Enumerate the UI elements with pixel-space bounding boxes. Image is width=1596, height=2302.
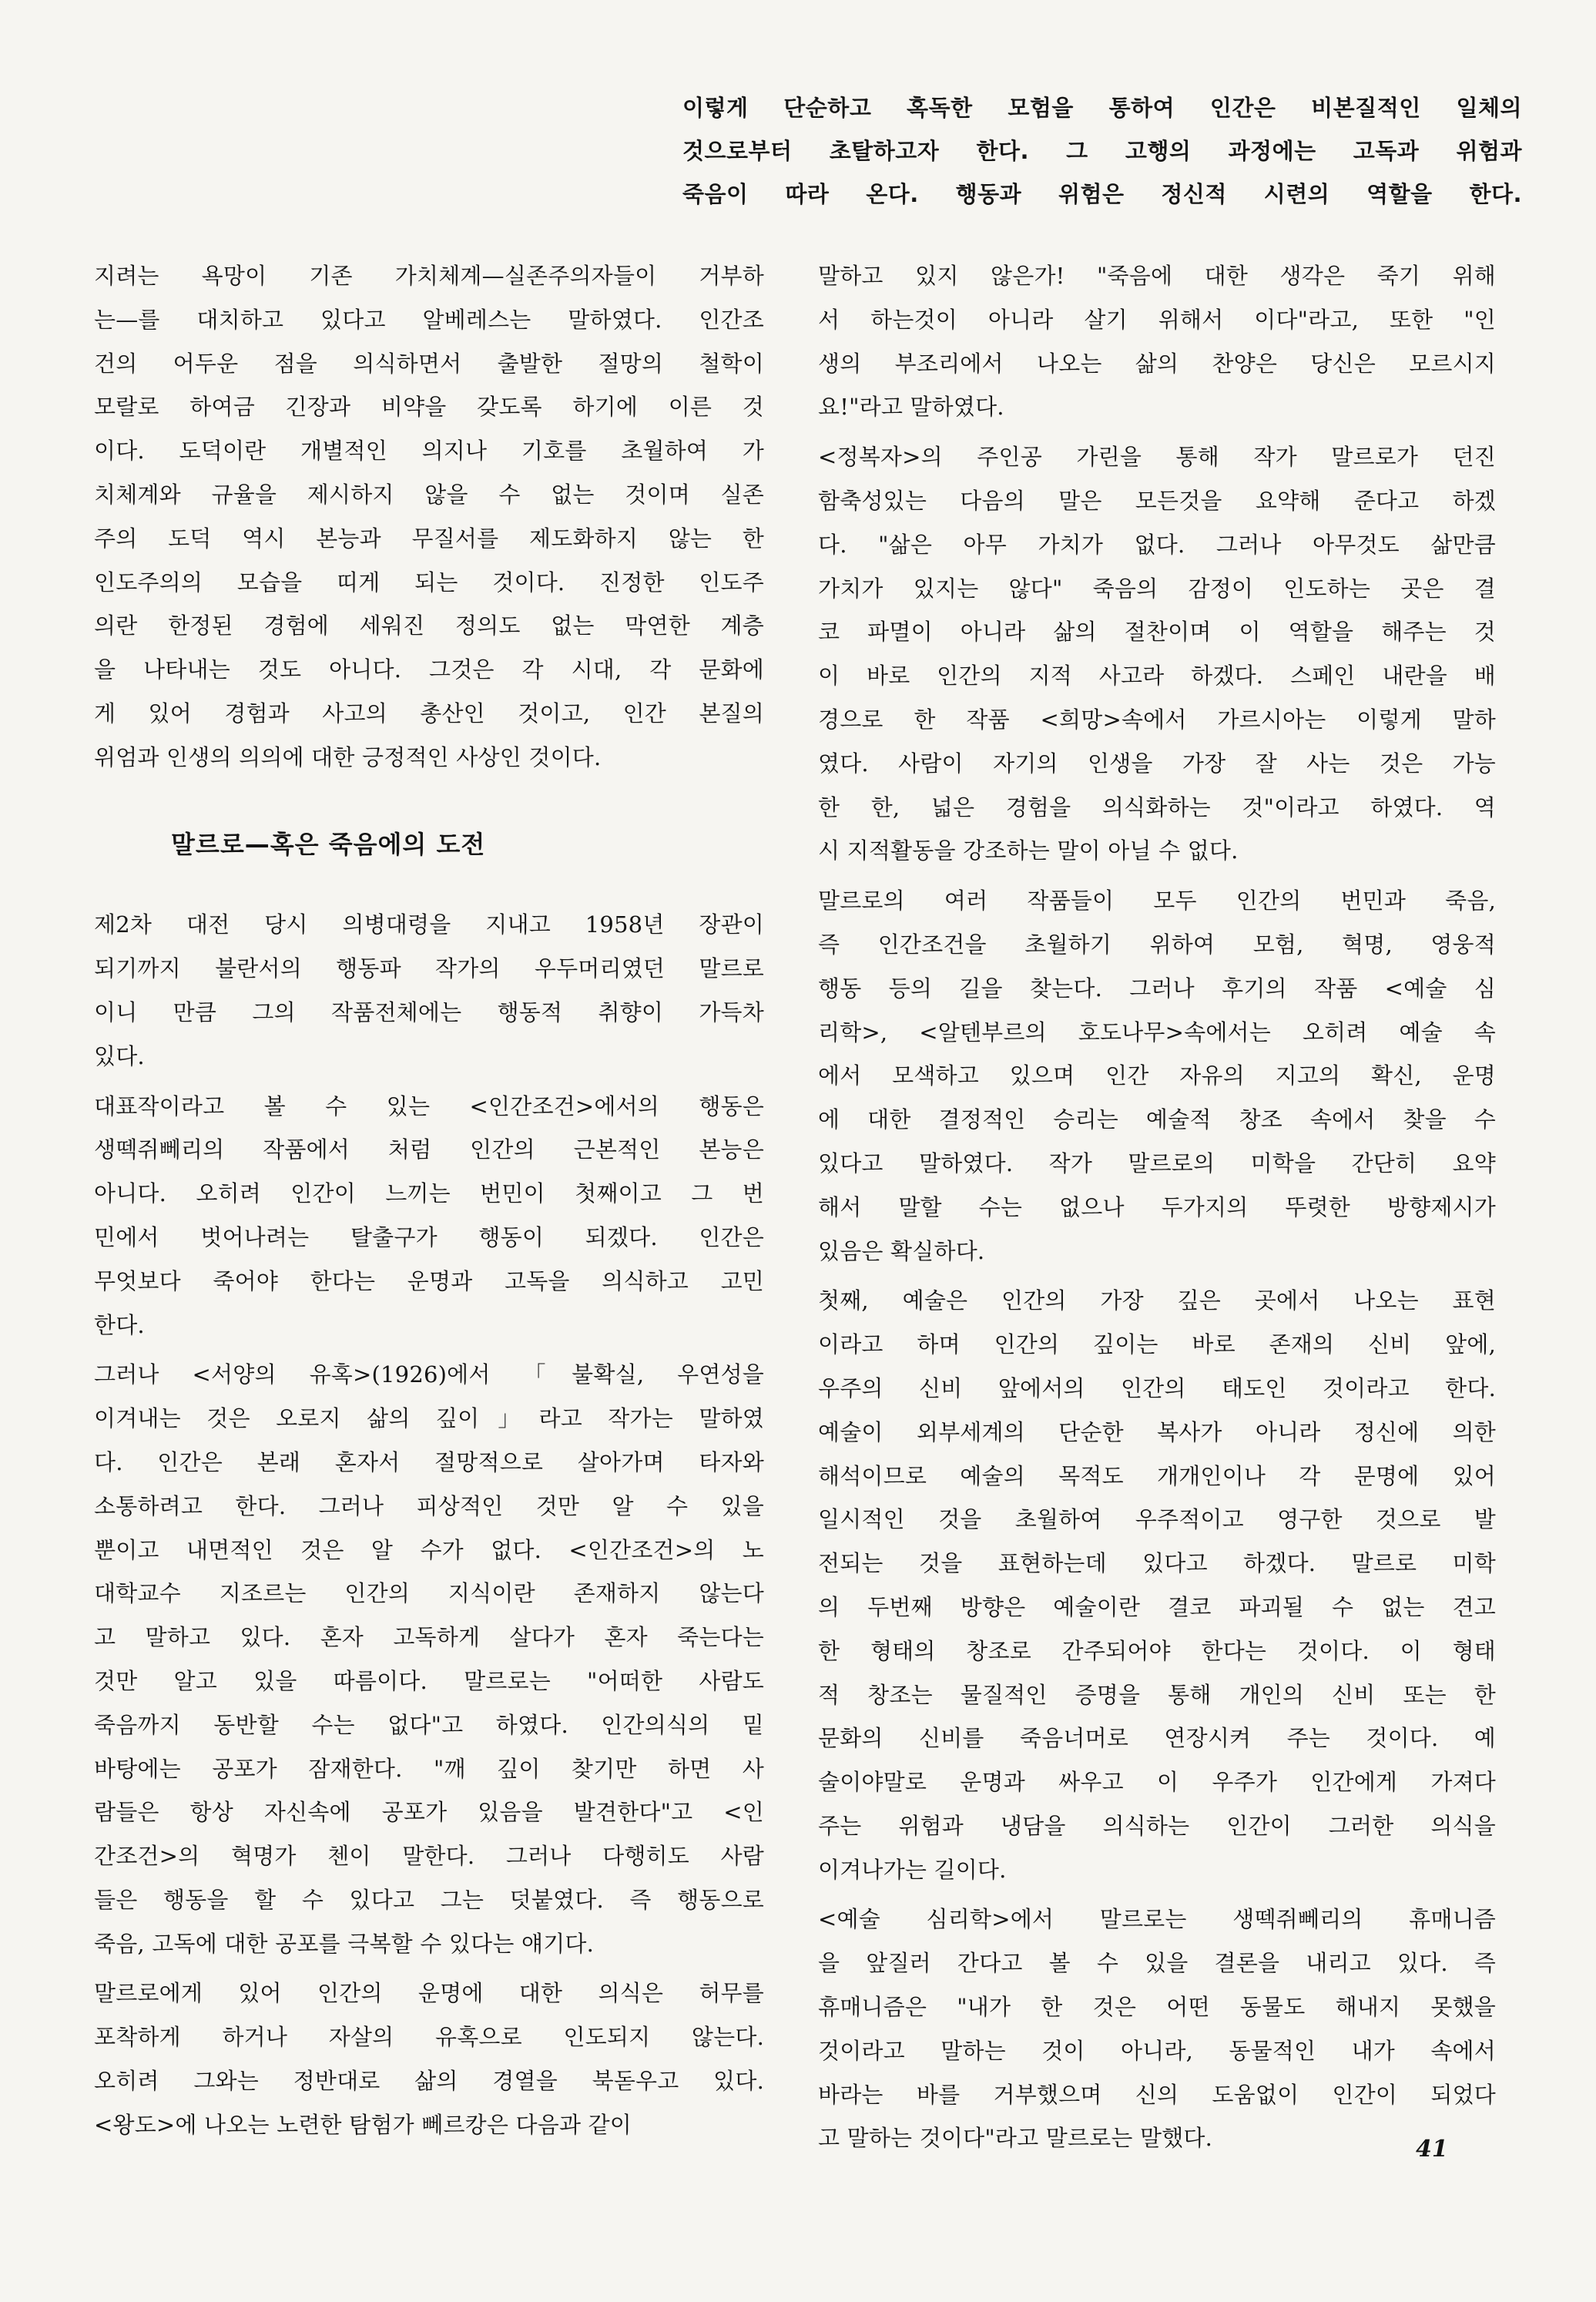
- text-line: 이 바로 인간의 지적 사고라 하겠다. 스페인 내란을 배: [818, 663, 1496, 690]
- text-line: 우주의 신비 앞에서의 인간의 태도인 것이라고 한다.: [818, 1374, 1496, 1401]
- text-line: 첫째, 예술은 인간의 가장 깊은 곳에서 나오는 표현: [818, 1287, 1496, 1314]
- paragraph: [818, 435, 1496, 873]
- text-line: 에 대한 결정적인 승리는 예술적 창조 속에서 찾을 수: [818, 1106, 1496, 1133]
- text-line: 소통하려고 한다. 그러나 피상적인 것만 알 수 있을: [94, 1492, 764, 1519]
- text-line: 오히려 그와는 정반대로 삶의 경열을 북돋우고 있다.: [94, 2068, 764, 2095]
- text-line: 해서 말할 수는 없으나 두가지의 뚜렷한 방향제시가: [818, 1193, 1496, 1220]
- text-line: 한 한, 넓은 경험을 의식화하는 것"이라고 하였다. 역: [818, 794, 1496, 820]
- text-line: 말르로에게 있어 인간의 운명에 대한 의식은 허무를: [94, 1980, 764, 2007]
- text-line: 람들은 항상 자신속에 공포가 있음을 발견한다"고 <인: [94, 1799, 764, 1826]
- text-line: 있다고 말하였다. 작가 말르로의 미학을 간단히 요약: [818, 1149, 1496, 1176]
- text-line: 치체계와 규율을 제시하지 않을 수 없는 것이며 실존: [94, 481, 764, 508]
- text-line: 아니다. 오히려 인간이 느끼는 번민이 첫째이고 그 번: [94, 1180, 764, 1207]
- text-line: 죽음까지 동반할 수는 없다"고 하였다. 인간의식의 밑: [94, 1711, 764, 1738]
- text-line: 서 하는것이 아니라 살기 위해서 이다"라고, 또한 "인: [818, 306, 1496, 333]
- paragraph: [818, 1898, 1496, 2160]
- text-line: 이겨내는 것은 오로지 삶의 깊이」라고 작가는 말하였: [94, 1405, 764, 1432]
- text-line: 게 있어 경험과 사고의 총산인 것이고, 인간 본질의: [94, 700, 764, 727]
- paragraph: [94, 1085, 764, 1347]
- text-line: 한다.: [94, 1311, 145, 1338]
- paragraph: [818, 879, 1496, 1273]
- text-line: <예술 심리학>에서 말르로는 생떽쥐뻬리의 휴매니즘: [818, 1906, 1496, 1933]
- text-line: 제2차 대전 당시 의병대령을 지내고 1958년 장관이: [94, 911, 764, 938]
- pull-quote-line: 죽음이 따라 온다. 행동과 위험은 정신적 시련의 역할을 한다.: [682, 181, 1522, 207]
- text-line: 모랄로 하여금 긴장과 비약을 갖도록 하기에 이른 것: [94, 394, 764, 421]
- text-line: 대학교수 지조르는 인간의 지식이란 존재하지 않는다: [94, 1580, 764, 1607]
- text-line: 일시적인 것을 초월하여 우주적이고 영구한 것으로 발: [818, 1506, 1496, 1533]
- right-column: [818, 254, 1496, 2160]
- text-line: 문화의 신비를 죽음너머로 연장시켜 주는 것이다. 예: [818, 1725, 1496, 1752]
- text-line: 시 지적활동을 강조하는 말이 아닐 수 없다.: [818, 837, 1239, 864]
- text-line: 바탕에는 공포가 잠재한다. "깨 깊이 찾기만 하면 사: [94, 1755, 764, 1782]
- text-line: 인도주의의 모습을 띠게 되는 것이다. 진정한 인도주: [94, 569, 764, 596]
- text-line: 을 앞질러 간다고 볼 수 있을 결론을 내리고 있다. 즉: [818, 1950, 1496, 1977]
- text-line: 것이라고 말하는 것이 아니라, 동물적인 내가 속에서: [818, 2037, 1496, 2064]
- paragraph: [94, 254, 764, 780]
- paragraph: [94, 1353, 764, 1965]
- text-line: 간조건>의 혁명가 첸이 말한다. 그러나 다행히도 사람: [94, 1843, 764, 1870]
- text-line: 코 파멸이 아니라 삶의 절찬이며 이 역할을 해주는 것: [818, 619, 1496, 646]
- text-line: 무엇보다 죽어야 한다는 운명과 고독을 의식하고 고민: [94, 1267, 764, 1294]
- text-line: 건의 어두운 점을 의식하면서 출발한 절망의 철학이: [94, 350, 764, 377]
- text-line: 의 두번째 방향은 예술이란 결코 파괴될 수 없는 견고: [818, 1593, 1496, 1620]
- left-column: [94, 254, 764, 2147]
- text-line: 그러나 <서양의 유혹>(1926)에서 「불확실, 우연성을: [94, 1361, 764, 1388]
- text-line: 적 창조는 물질적인 증명을 통해 개인의 신비 또는 한: [818, 1681, 1496, 1708]
- text-line: 가치가 있지는 않다" 죽음의 감정이 인도하는 곳은 결: [818, 575, 1496, 602]
- text-line: 되기까지 불란서의 행동파 작가의 우두머리였던 말르로: [94, 955, 764, 982]
- text-line: 휴매니즘은 "내가 한 것은 어떤 동물도 해내지 못했을: [818, 1994, 1496, 2021]
- text-line: 주는 위험과 냉담을 의식하는 인간이 그러한 의식을: [818, 1812, 1496, 1839]
- pull-quote-line: 이렇게 단순하고 혹독한 모험을 통하여 인간은 비본질적인 일체의: [682, 95, 1522, 121]
- text-line: 위엄과 인생의 의의에 대한 긍정적인 사상인 것이다.: [94, 743, 602, 770]
- text-line: 고 말하고 있다. 혼자 고독하게 살다가 혼자 죽는다는: [94, 1624, 764, 1651]
- text-line: 이다. 도덕이란 개별적인 의지나 기호를 초월하여 가: [94, 438, 764, 465]
- text-line: 지려는 욕망이 기존 가치체계—실존주의자들이 거부하: [94, 263, 764, 289]
- text-line: 주의 도덕 역시 본능과 무질서를 제도화하지 않는 한: [94, 525, 764, 552]
- text-line: 함축성있는 다음의 말은 모든것을 요약해 준다고 하겠: [818, 487, 1496, 514]
- text-line: 에서 모색하고 있으며 인간 자유의 지고의 확신, 운명: [818, 1062, 1496, 1089]
- text-line: 한 형태의 창조로 간주되어야 한다는 것이다. 이 형태: [818, 1637, 1496, 1664]
- text-line: 말하고 있지 않은가! "죽음에 대한 생각은 죽기 위해: [818, 263, 1496, 289]
- paragraph: [94, 903, 764, 1078]
- paragraph: [818, 254, 1496, 429]
- text-line: 행동 등의 길을 찾는다. 그러나 후기의 작품 <예술 심: [818, 975, 1496, 1002]
- section-heading: 말르로—혹은 죽음에의 도전: [171, 829, 486, 859]
- text-line: 바라는 바를 거부했으며 신의 도움없이 인간이 되었다: [818, 2081, 1496, 2108]
- text-line: 생의 부조리에서 나오는 삶의 찬양은 당신은 모르시지: [818, 350, 1496, 377]
- text-line: 이라고 하며 인간의 깊이는 바로 존재의 신비 앞에,: [818, 1331, 1496, 1358]
- text-line: 는—를 대치하고 있다고 알베레스는 말하였다. 인간조: [94, 306, 764, 333]
- text-line: 대표작이라고 볼 수 있는 <인간조건>에서의 행동은: [94, 1092, 764, 1119]
- text-line: 해석이므로 예술의 목적도 개개인이나 각 문명에 있어: [818, 1462, 1496, 1489]
- text-line: <정복자>의 주인공 가린을 통해 작가 말르로가 던진: [818, 444, 1496, 471]
- paragraph: [94, 1971, 764, 2146]
- text-line: 죽음, 고독에 대한 공포를 극복할 수 있다는 얘기다.: [94, 1930, 595, 1957]
- text-line: 이겨나가는 길이다.: [818, 1856, 1007, 1883]
- text-line: 다. 인간은 본래 혼자서 절망적으로 살아가며 타자와: [94, 1448, 764, 1475]
- text-line: 예술이 외부세계의 단순한 복사가 아니라 정신에 의한: [818, 1418, 1496, 1445]
- paragraph: [818, 1279, 1496, 1891]
- text-line: 였다. 사람이 자기의 인생을 가장 잘 사는 것은 가능: [818, 750, 1496, 777]
- text-line: 술이야말로 운명과 싸우고 이 우주가 인간에게 가져다: [818, 1769, 1496, 1796]
- text-line: 들은 행동을 할 수 있다고 그는 덧붙였다. 즉 행동으로: [94, 1886, 764, 1913]
- text-line: 말르로의 여러 작품들이 모두 인간의 번민과 죽음,: [818, 888, 1496, 914]
- text-line: 있다.: [94, 1042, 145, 1069]
- page-number: 41: [1416, 2136, 1448, 2163]
- text-line: 포착하게 하거나 자살의 유혹으로 인도되지 않는다.: [94, 2024, 764, 2051]
- text-line: 이니 만큼 그의 작품전체에는 행동적 취향이 가득차: [94, 998, 764, 1025]
- pull-quote-line: 것으로부터 초탈하고자 한다. 그 고행의 과정에는 고독과 위험과: [682, 138, 1522, 164]
- text-line: 있음은 확실하다.: [818, 1237, 985, 1264]
- text-line: 즉 인간조건을 초월하기 위하여 모험, 혁명, 영웅적: [818, 931, 1496, 958]
- text-line: <왕도>에 나오는 노련한 탐험가 뻬르캉은 다음과 같이: [94, 2111, 632, 2138]
- text-line: 생떽쥐뻬리의 작품에서 처럼 인간의 근본적인 본능은: [94, 1136, 764, 1163]
- text-line: 의란 한정된 경험에 세워진 정의도 없는 막연한 계층: [94, 612, 764, 639]
- text-line: 요!"라고 말하였다.: [818, 394, 1004, 421]
- text-line: 전되는 것을 표현하는데 있다고 하겠다. 말르로 미학: [818, 1550, 1496, 1577]
- text-line: 뿐이고 내면적인 것은 알 수가 없다. <인간조건>의 노: [94, 1536, 764, 1563]
- text-line: 리학>, <알텐부르의 호도나무>속에서는 오히려 예술 속: [818, 1018, 1496, 1045]
- text-line: 것만 알고 있을 따름이다. 말르로는 "어떠한 사람도: [94, 1667, 764, 1694]
- pull-quote: [682, 86, 1522, 216]
- text-line: 경으로 한 작품 <희망>속에서 가르시아는 이렇게 말하: [818, 706, 1496, 733]
- text-line: 을 나타내는 것도 아니다. 그것은 각 시대, 각 문화에: [94, 656, 764, 683]
- text-line: 민에서 벗어나려는 탈출구가 행동이 되겠다. 인간은: [94, 1223, 764, 1250]
- text-line: 고 말하는 것이다"라고 말르로는 말했다.: [818, 2125, 1213, 2152]
- text-line: 다. "삶은 아무 가치가 없다. 그러나 아무것도 삶만큼: [818, 531, 1496, 558]
